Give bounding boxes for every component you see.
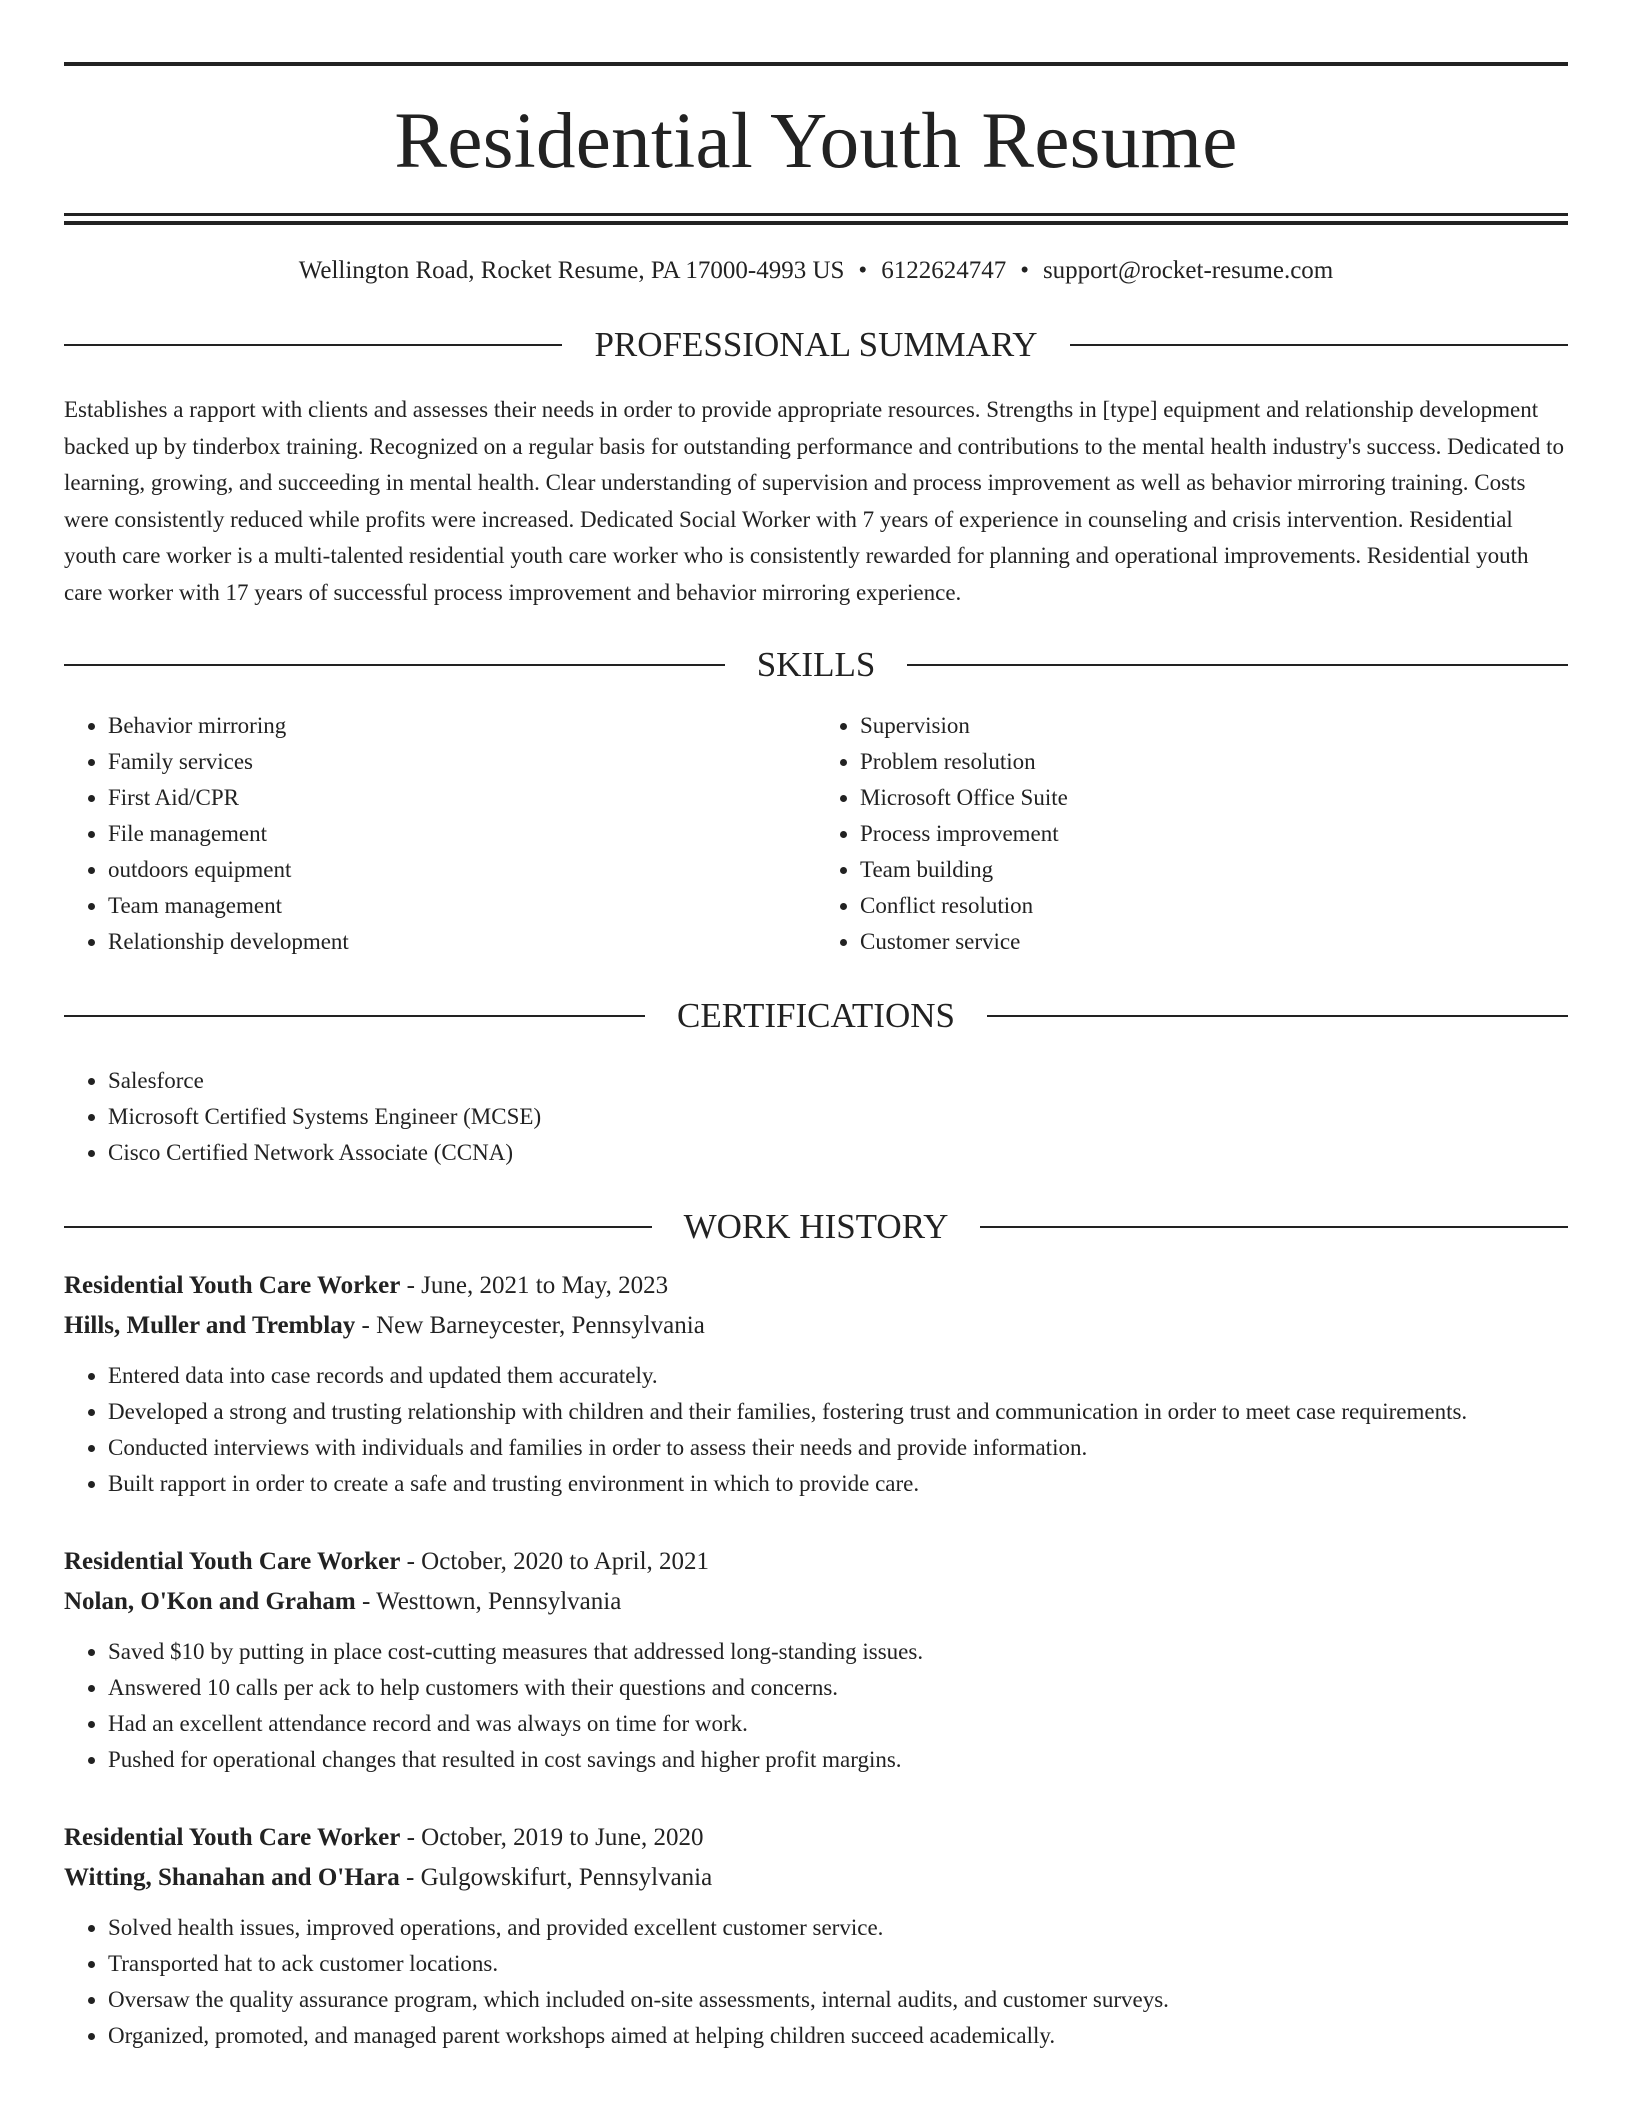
skill-item: • Microsoft Office Suite <box>860 780 1568 816</box>
divider-line <box>64 344 562 346</box>
job-employer <box>64 1582 1568 1622</box>
skill-item: • Family services <box>108 744 816 780</box>
section-header-skills <box>64 647 1568 682</box>
job-bullet: • Entered data into case records and updated them accurately. <box>108 1358 1568 1394</box>
job-title: Residential Youth Care Worker <box>64 1272 401 1299</box>
section-title-work-history: WORK HISTORY <box>683 1207 949 1246</box>
job-location: - Westtown, Pennsylvania <box>355 1588 622 1615</box>
certification-item: • Cisco Certified Network Associate (CCNA) <box>108 1135 1568 1171</box>
job-bullet: • Built rapport in order to create a safe and trusting environment in which to provide care. <box>108 1466 1568 1502</box>
job-location: - Gulgowskifurt, Pennsylvania <box>399 1864 713 1891</box>
skills-column-left <box>64 708 816 960</box>
skills-list <box>64 708 1568 960</box>
job-bullet: • Pushed for operational changes that resulted in cost savings and higher profit margins. <box>108 1742 1568 1778</box>
job-bullet-list <box>64 1634 1568 1778</box>
job-employer <box>64 1858 1568 1898</box>
job-entry <box>64 1818 1568 2054</box>
divider-line <box>980 1226 1568 1228</box>
skill-item: • Supervision <box>860 708 1568 744</box>
top-rule <box>64 62 1568 66</box>
job-bullet: • Answered 10 calls per ack to help customers with their questions and concerns. <box>108 1670 1568 1706</box>
job-bullet: • Developed a strong and trusting relationship with children and their families, fostering trust and communication in order to meet case requirements. <box>108 1394 1568 1430</box>
job-dates: - October, 2019 to June, 2020 <box>400 1824 704 1851</box>
divider-line <box>1070 344 1568 346</box>
job-employer <box>64 1306 1568 1346</box>
contact-separator: • <box>1020 257 1029 284</box>
divider-line <box>907 664 1568 666</box>
job-title: Residential Youth Care Worker <box>64 1548 401 1575</box>
job-dates: - October, 2020 to April, 2021 <box>400 1548 710 1575</box>
skill-item: • outdoors equipment <box>108 852 816 888</box>
section-header-certifications <box>64 998 1568 1033</box>
contact-phone: 6122624747 <box>881 257 1007 284</box>
divider-line <box>64 664 725 666</box>
job-entry <box>64 1542 1568 1778</box>
section-title-certifications: CERTIFICATIONS <box>677 996 955 1035</box>
resume-title: Residential Youth Resume <box>394 98 1238 185</box>
skill-item: • Conflict resolution <box>860 888 1568 924</box>
skill-item: • Relationship development <box>108 924 816 960</box>
skill-item: • Problem resolution <box>860 744 1568 780</box>
title-double-rule <box>64 213 1568 225</box>
divider-line <box>987 1015 1568 1017</box>
contact-separator: • <box>858 257 868 284</box>
job-bullet: • Organized, promoted, and managed parent workshops aimed at helping children succeed academically. <box>108 2018 1568 2054</box>
contact-email: support@rocket-resume.com <box>1042 257 1334 284</box>
job-bullet-list <box>64 1910 1568 2054</box>
job-bullet: • Saved $10 by putting in place cost-cutting measures that addressed long-standing issues. <box>108 1634 1568 1670</box>
job-bullet: • Had an excellent attendance record and was always on time for work. <box>108 1706 1568 1742</box>
certification-item: • Salesforce <box>108 1063 1568 1099</box>
skill-item: • Behavior mirroring <box>108 708 816 744</box>
skill-item: • Customer service <box>860 924 1568 960</box>
divider-line <box>64 1015 645 1017</box>
job-bullet-list <box>64 1358 1568 1502</box>
certifications-list <box>64 1063 1568 1171</box>
skill-item: • First Aid/CPR <box>108 780 816 816</box>
job-bullet: • Transported hat to ack customer locations. <box>108 1946 1568 1982</box>
skill-item: • Process improvement <box>860 816 1568 852</box>
job-company: Nolan, O'Kon and Graham <box>64 1588 356 1615</box>
job-bullet: • Conducted interviews with individuals and families in order to assess their needs and provide information. <box>108 1430 1568 1466</box>
job-heading <box>64 1818 1568 1858</box>
job-heading <box>64 1266 1568 1306</box>
section-title-summary: PROFESSIONAL SUMMARY <box>594 325 1038 364</box>
section-header-work-history <box>64 1209 1568 1244</box>
job-title: Residential Youth Care Worker <box>64 1824 401 1851</box>
section-title-skills: SKILLS <box>756 645 876 684</box>
job-dates: - June, 2021 to May, 2023 <box>400 1272 669 1299</box>
job-company: Witting, Shanahan and O'Hara <box>64 1864 400 1891</box>
contact-line <box>64 258 1568 283</box>
job-heading <box>64 1542 1568 1582</box>
job-location: - New Barneycester, Pennsylvania <box>355 1312 705 1339</box>
skill-item: • Team building <box>860 852 1568 888</box>
skill-item: • Team management <box>108 888 816 924</box>
certification-item: • Microsoft Certified Systems Engineer (MCSE) <box>108 1099 1568 1135</box>
contact-address: Wellington Road, Rocket Resume, PA 17000-4993 US <box>298 257 845 284</box>
job-company: Hills, Muller and Tremblay <box>64 1312 356 1339</box>
skills-column-right <box>816 708 1568 960</box>
summary-paragraph: Establishes a rapport with clients and assesses their needs in order to provide appropriate resources. Strengths in [type] equipment and relationship development backed up by tinderbox training. Recognized on a regular basis for outstanding performance and contributions to the mental health industry's success. Dedicated to learning, growing, and succeeding in mental health. Clear understanding of supervision and process improvement as well as behavior mirroring training. Costs were consistently reduced while profits were increased. Dedicated Social Worker with 7 years of experience in counseling and crisis intervention. Residential youth care worker is a multi-talented residential youth care worker who is consistently rewarded for planning and operational improvements. Residential youth care worker with 17 years of successful process improvement and behavior mirroring experience. <box>64 397 1564 605</box>
divider-line <box>64 1226 652 1228</box>
skill-item: • File management <box>108 816 816 852</box>
job-entry <box>64 1266 1568 1502</box>
job-bullet: • Solved health issues, improved operations, and provided excellent customer service. <box>108 1910 1568 1946</box>
section-header-summary <box>64 327 1568 362</box>
job-bullet: • Oversaw the quality assurance program, which included on-site assessments, internal audits, and customer surveys. <box>108 1982 1568 2018</box>
resume-page <box>64 0 1568 2054</box>
